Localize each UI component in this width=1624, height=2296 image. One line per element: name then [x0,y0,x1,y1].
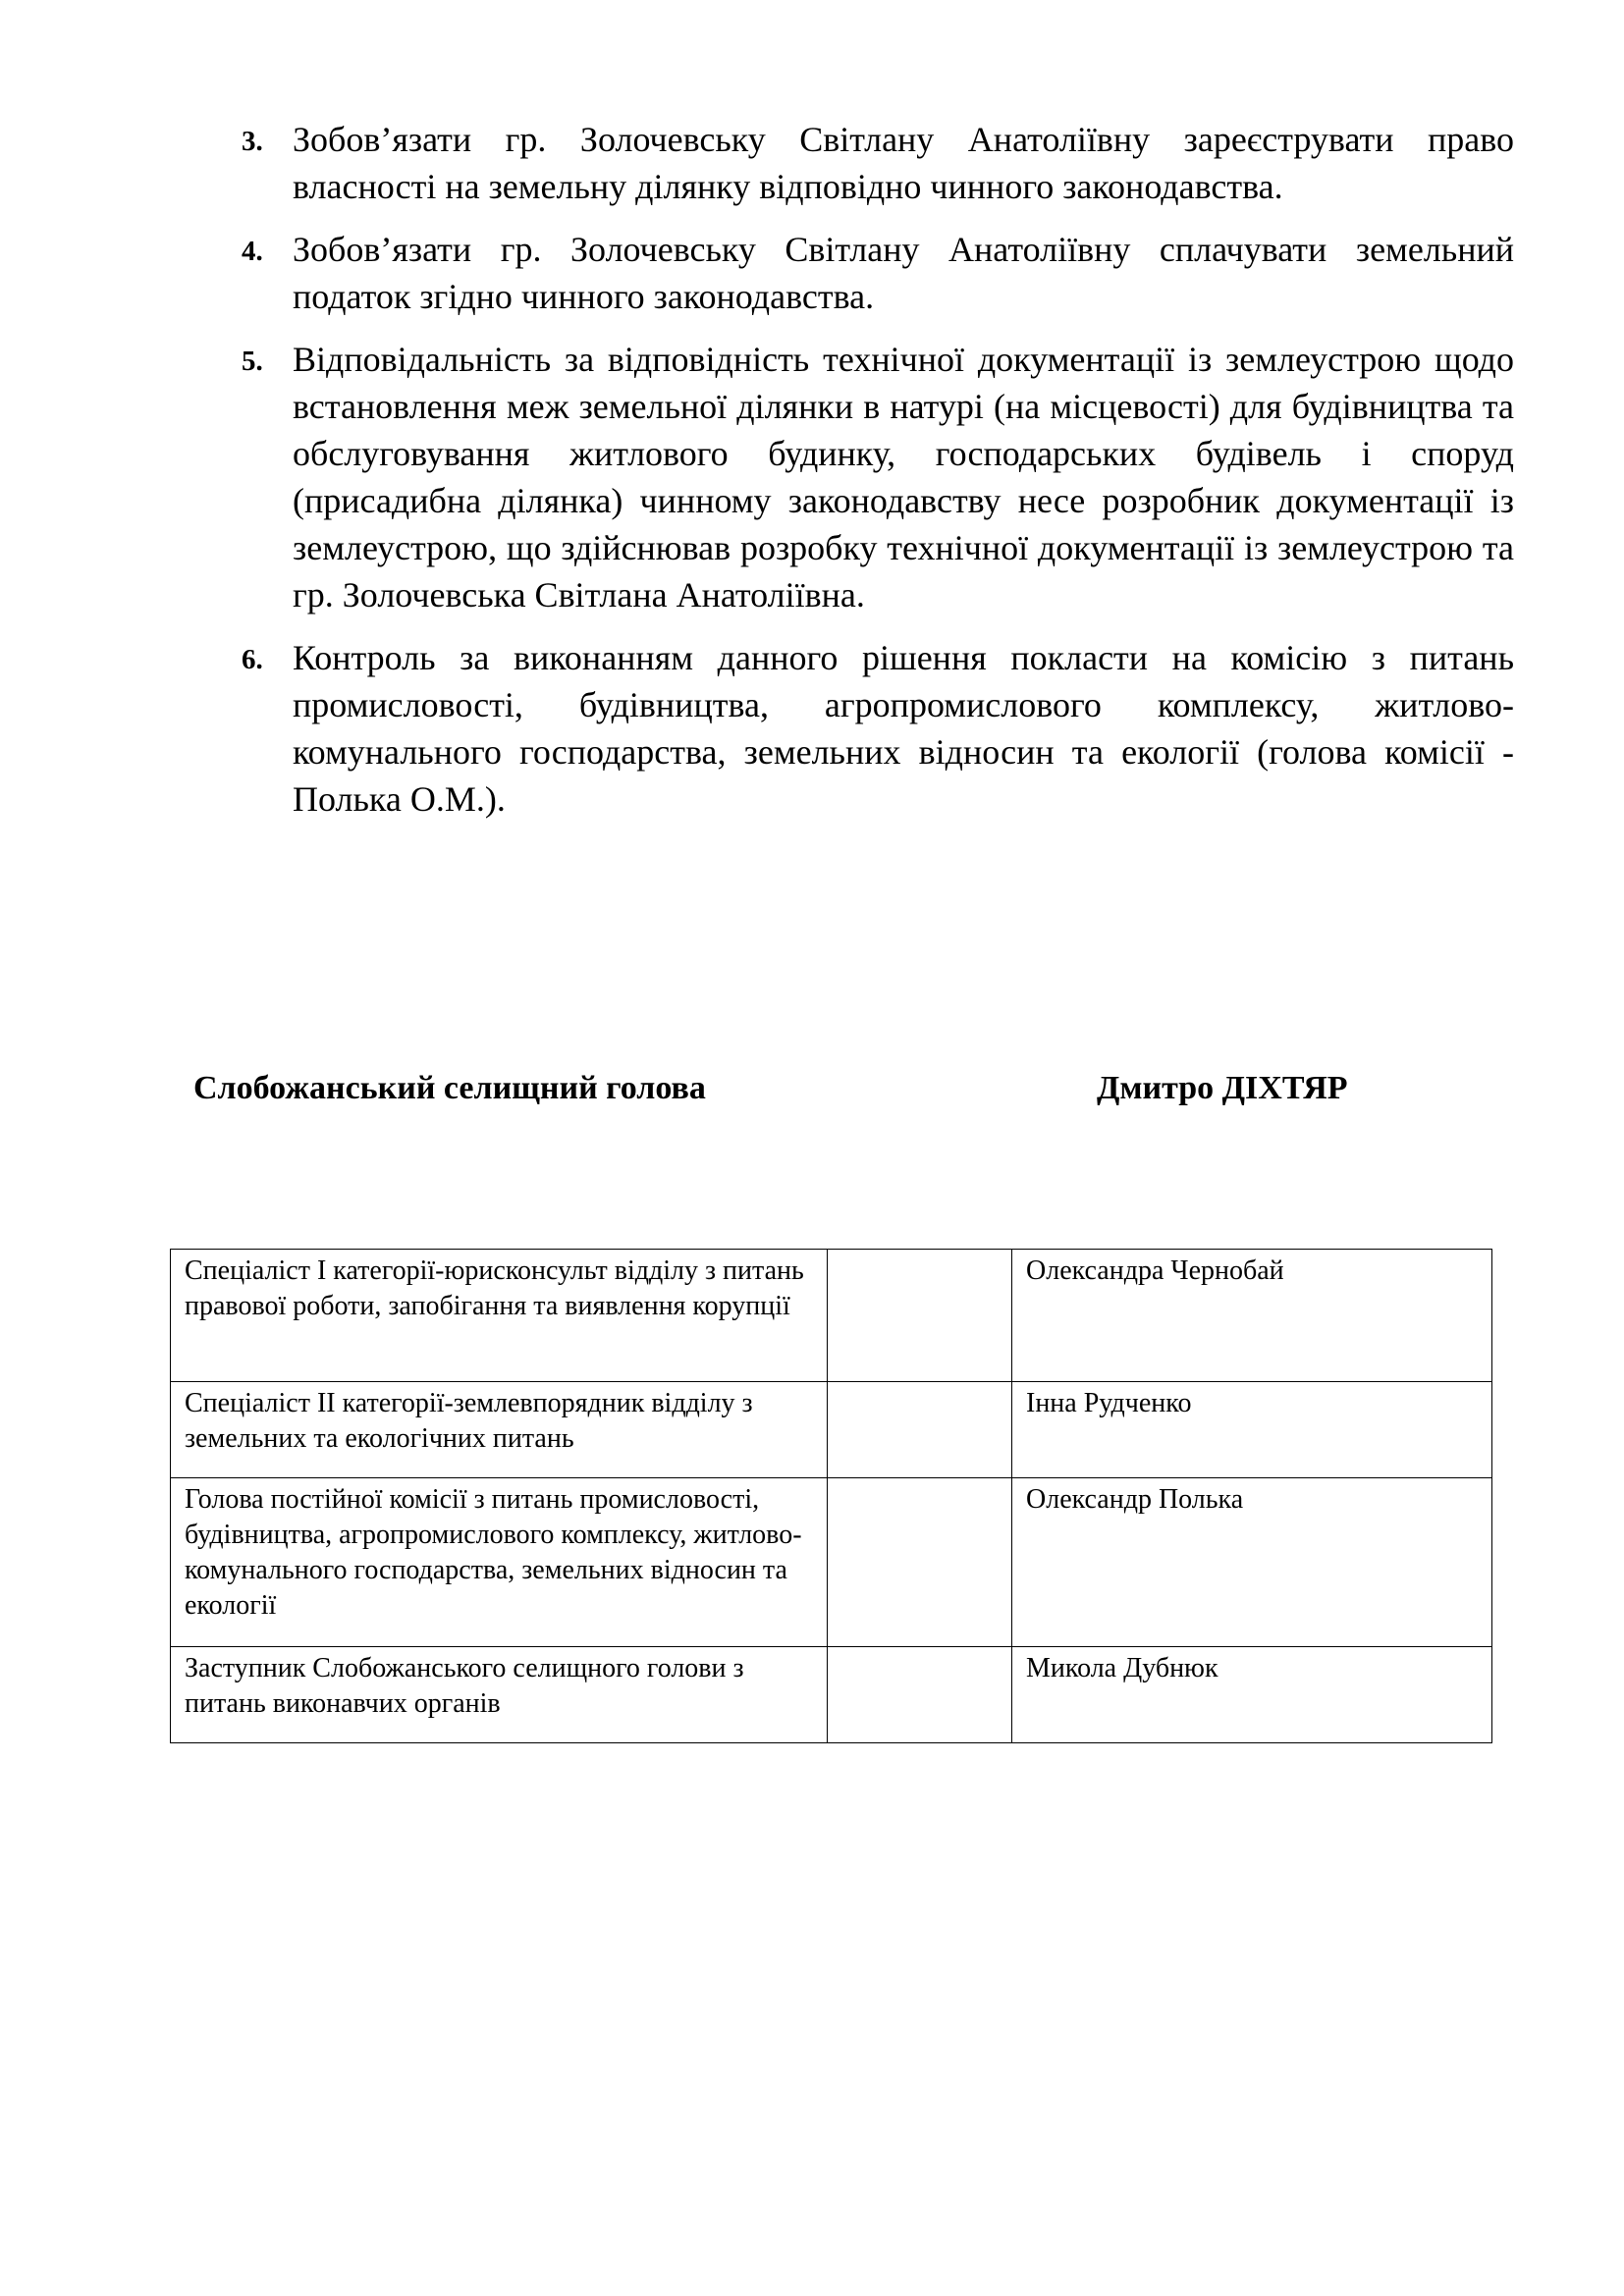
item-number: 3. [242,126,263,157]
approver-name: Інна Рудченко [1012,1382,1492,1478]
approver-name: Олександр Полька [1012,1478,1492,1647]
approver-position: Заступник Слобожанського селищного голови з питань виконавчих органів [171,1647,828,1743]
decision-item [242,336,1514,618]
decision-item [242,116,1514,210]
decision-items [242,116,1514,838]
approver-position: Спеціаліст ІІ категорії-землевпорядник відділу з земельних та екологічних питань [171,1382,828,1478]
approver-position: Голова постійної комісії з питань промисловості, будівництва, агропромислового комплексу, житлово-комунального господарства, земельних відносин та екології [171,1478,828,1647]
table-row [171,1382,1492,1478]
item-number: 5. [242,346,263,377]
signatory-position: Слобожанський селищний голова [193,1070,706,1106]
approver-signature-cell [828,1647,1012,1743]
approver-name: Олександра Чернобай [1012,1250,1492,1382]
item-text: Зобов’язати гр. Золочевську Світлану Анатоліївну сплачувати земельний податок згідно чинного законодавства. [293,230,1514,316]
table-row [171,1478,1492,1647]
approver-signature-cell [828,1478,1012,1647]
item-text: Зобов’язати гр. Золочевську Світлану Анатоліївну зареєструвати право власності на земельну ділянку відповідно чинного законодавства. [293,120,1514,206]
decision-item [242,634,1514,823]
decision-item [242,226,1514,320]
table-row [171,1250,1492,1382]
item-text: Контроль за виконанням данного рішення покласти на комісію з питань промисловості, будівництва, агропромислового комплексу, житлово-комунального господарства, земельних відносин та екології (голова комісії - Полька О.М.). [293,638,1514,819]
approver-position: Спеціаліст І категорії-юрисконсульт відділу з питань правової роботи, запобігання та виявлення корупції [171,1250,828,1382]
table-row [171,1647,1492,1743]
approval-table [170,1249,1492,1743]
item-number: 6. [242,644,263,675]
item-number: 4. [242,236,263,267]
approver-name: Микола Дубнюк [1012,1647,1492,1743]
signatory-name: Дмитро ДІХТЯР [1097,1070,1348,1106]
approver-signature-cell [828,1250,1012,1382]
item-text: Відповідальність за відповідність технічної документації із землеустрою щодо встановлення меж земельної ділянки в натурі (на місцевості) для будівництва та обслуговування житлового будинку, господарських будівель і споруд (присадибна ділянка) чинному законодавству несе розробник документації із землеустрою, що здійснював розробку технічної документації із землеустрою та гр. Золочевська Світлана Анатоліївна. [293,340,1514,614]
approver-signature-cell [828,1382,1012,1478]
